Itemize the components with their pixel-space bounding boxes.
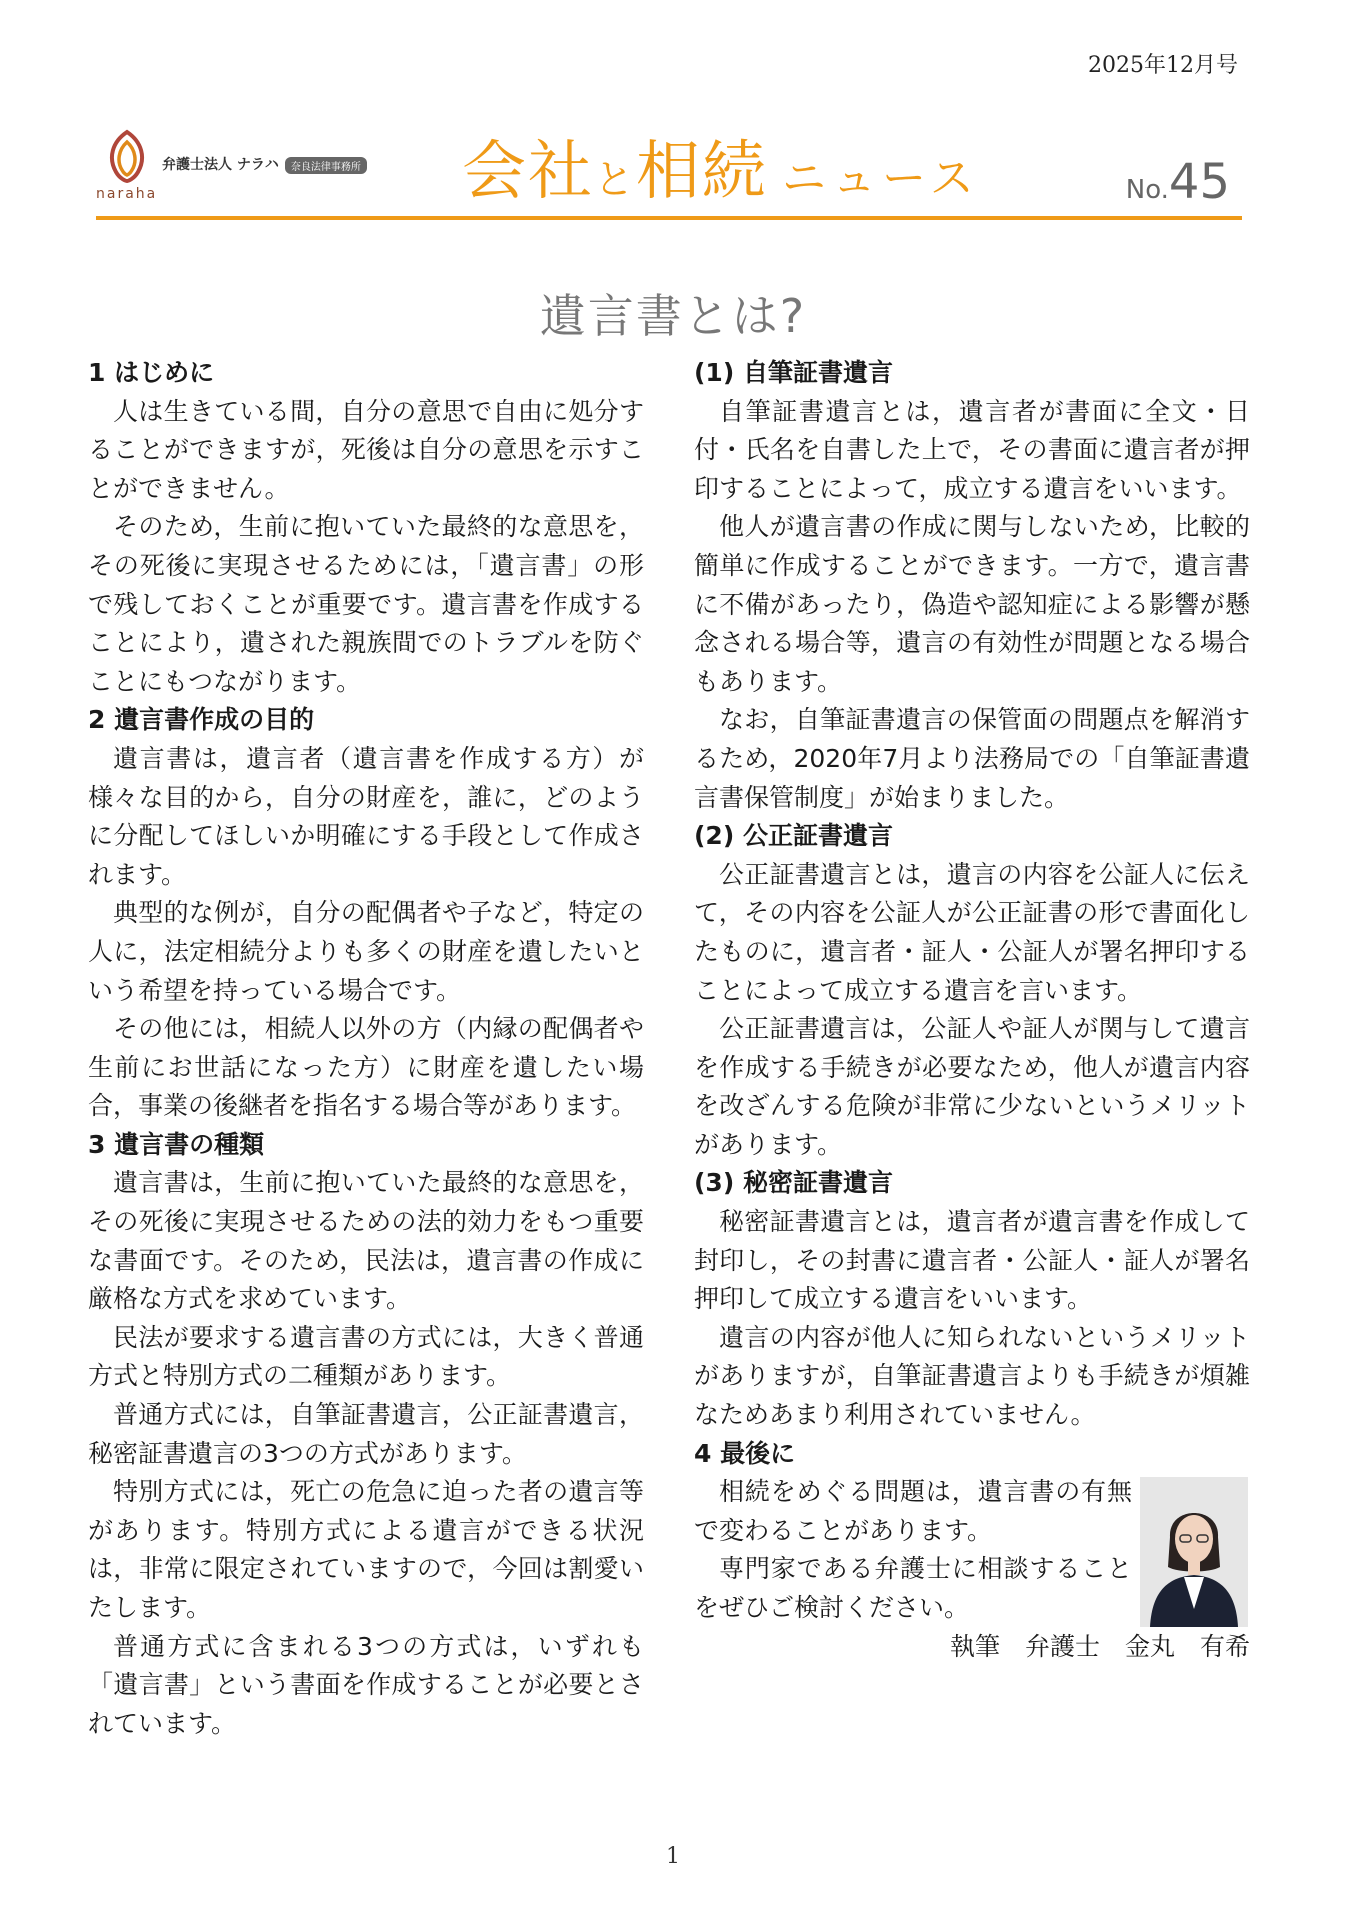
subsection-heading: (3) 秘密証書遺言	[694, 1168, 893, 1198]
paragraph: 公正証書遺言は，公証人や証人が関与して遺言を作成する手続きが必要なため，他人が遺言内容を改ざんする危険が非常に少ないというメリットがあります。	[694, 1014, 1250, 1159]
firm-subtitle-badge: 奈良法律事務所	[285, 157, 367, 174]
paragraph: 民法が要求する遺言書の方式には，大きく普通方式と特別方式の二種類があります。	[88, 1322, 644, 1391]
header-divider	[96, 216, 1242, 220]
newsletter-header	[96, 118, 1236, 218]
paragraph: 遺言書は，遺言者（遺言書を作成する方）が様々な目的から，自分の財産を，誰に，どのように分配してほしいか明確にする手段として作成されます。	[88, 743, 644, 889]
section-heading: 2 遺言書作成の目的	[88, 705, 315, 735]
paragraph: 普通方式に含まれる3つの方式は，いずれも「遺言書」という書面を作成することが必要とされています。	[88, 1631, 644, 1738]
issue-date: 2025年12月号	[1088, 53, 1238, 78]
paragraph: 特別方式には，死亡の危急に迫った者の遺言等があります。特別方式による遺言ができる状況は，非常に限定されていますので，今回は割愛いたします。	[88, 1477, 644, 1622]
subsection-heading: (2) 公正証書遺言	[694, 821, 893, 851]
firm-logo	[96, 128, 361, 208]
author-signature: 執筆 弁護士 金丸 有希	[949, 1631, 1250, 1661]
paragraph: その他には，相続人以外の方（内縁の配偶者や生前にお世話になった方）に財産を遺したい場合，事業の後継者を指名する場合等があります。	[88, 1014, 644, 1121]
left-column	[88, 354, 644, 1743]
paragraph: 自筆証書遺言とは，遺言者が書面に全文・日付・氏名を自書した上で，その書面に遺言者が押印することによって，成立する遺言をいいます。	[694, 396, 1250, 503]
section-heading: 4 最後に	[694, 1438, 796, 1468]
paragraph: 普通方式には，自筆証書遺言，公正証書遺言，秘密証書遺言の3つの方式があります。	[88, 1400, 644, 1468]
subsection-heading: (1) 自筆証書遺言	[694, 358, 893, 387]
logo-wordmark: naraha	[96, 186, 158, 202]
newsletter-title: 会社と相続 ニュース	[462, 135, 980, 209]
section-heading: 1 はじめに	[88, 358, 215, 387]
paragraph: 相続をめぐる問題は，遺言書の有無で変わることがあります。	[694, 1477, 1132, 1545]
firm-name: 弁護士法人 ナラハ 奈良法律事務所	[162, 154, 367, 174]
paragraph: なお，自筆証書遺言の保管面の問題点を解消するため，2020年7月より法務局での「自筆証書遺言書保管制度」が始まりました。	[694, 705, 1250, 812]
page-number: 1	[666, 1844, 680, 1869]
paragraph: 他人が遺言書の作成に関与しないため，比較的簡単に作成することができます。一方で，遺言書に不備があったり，偽造や認知症による影響が懸念される場合等，遺言の有効性が問題となる場合もあります。	[694, 512, 1250, 696]
right-column	[694, 354, 1250, 1666]
final-section	[694, 1435, 1250, 1667]
author-photo	[1140, 1477, 1248, 1627]
paragraph: 典型的な例が，自分の配偶者や子など，特定の人に，法定相続分よりも多くの財産を遺したいという希望を持っている場合です。	[88, 898, 644, 1005]
paragraph: 専門家である弁護士に相談することをぜひご検討ください。	[694, 1554, 1132, 1622]
naraha-logo-icon	[102, 128, 152, 184]
section-heading: 3 遺言書の種類	[88, 1129, 265, 1159]
issue-number: No.45	[1125, 154, 1230, 210]
author-portrait-icon	[1140, 1477, 1248, 1627]
paragraph: そのため，生前に抱いていた最終的な意思を，その死後に実現させるためには，「遺言書」の形で残しておくことが重要です。遺言書を作成することにより，遺された親族間でのトラブルを防ぐことにもつながります。	[88, 512, 644, 696]
paragraph: 遺言書は，生前に抱いていた最終的な意思を，その死後に実現させるための法的効力をもつ重要な書面です。そのため，民法は，遺言書の作成に厳格な方式を求めています。	[88, 1168, 644, 1314]
paragraph: 遺言の内容が他人に知られないというメリットがありますが，自筆証書遺言よりも手続きが煩雑なためあまり利用されていません。	[694, 1322, 1250, 1430]
article-headline: 遺言書とは?	[539, 289, 807, 343]
paragraph: 公正証書遺言とは，遺言の内容を公証人に伝えて，その内容を公証人が公正証書の形で書面化したものに，遺言者・証人・公証人が署名押印することによって成立する遺言を言います。	[694, 859, 1250, 1005]
paragraph: 秘密証書遺言とは，遺言者が遺言書を作成して封印し，その封書に遺言者・公証人・証人が署名押印して成立する遺言をいいます。	[694, 1207, 1250, 1314]
paragraph: 人は生きている間，自分の意思で自由に処分することができますが，死後は自分の意思を示すことができません。	[88, 396, 644, 503]
